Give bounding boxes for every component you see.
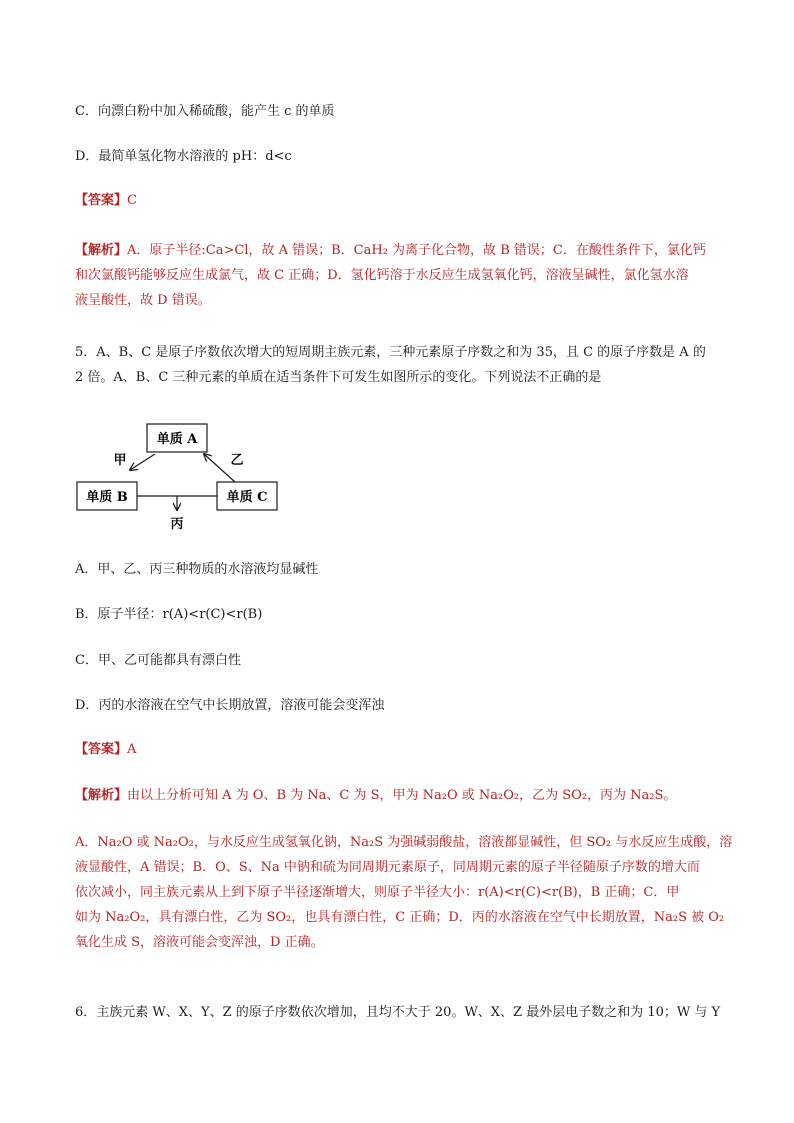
analysis-label: 【解析】 — [75, 243, 128, 258]
q4-analysis — [75, 238, 735, 313]
analysis-label: 【解析】 — [75, 788, 128, 803]
reaction-diagram — [70, 418, 310, 538]
box-b-label: 单质 B — [86, 490, 128, 505]
q4-analysis-line-1 — [75, 238, 735, 263]
answer-label: 【答案】 — [75, 742, 128, 757]
box-c-label: 单质 C — [226, 490, 268, 505]
q4-option-d: D．最简单氢化物水溶液的 pH：d<c — [75, 149, 292, 164]
q5-analysis-line-1: A．Na₂O 或 Na₂O₂，与水反应生成氢氧化钠，Na₂S 为强碱弱酸盐，溶液都显碱性，但 SO₂ 与水反应生成酸，溶 — [75, 835, 733, 850]
q5-option-a: A．甲、乙、丙三种物质的水溶液均显碱性 — [75, 562, 319, 577]
q6-stem: 6．主族元素 W、X、Y、Z 的原子序数依次增加，且均不大于 20。W、X、Z 最外层电子数之和为 10；W 与 Y — [75, 1005, 721, 1020]
q4-analysis-line-2: 和次氯酸钙能够反应生成氯气，故 C 正确；D．氢化钙溶于水反应生成氢氧化钙，溶液呈碱性，氯化氢水溶 — [75, 268, 689, 283]
q5-stem-line-2: 2 倍。A、B、C 三种元素的单质在适当条件下可发生如图所示的变化。下列说法不正确的是 — [75, 370, 602, 385]
q5-option-b: B．原子半径：r(A)<r(C)<r(B) — [75, 607, 263, 622]
q5-analysis-line-5: 氧化生成 S，溶液可能会变浑浊，D 正确。 — [75, 935, 324, 950]
q4-option-c: C．向漂白粉中加入稀硫酸，能产生 c 的单质 — [75, 104, 335, 119]
q4-answer — [75, 191, 137, 211]
q5-option-d: D．丙的水溶液在空气中长期放置，溶液可能会变浑浊 — [75, 698, 385, 713]
q5-analysis-intro — [75, 786, 676, 806]
analysis-text: 由以上分析可知 A 为 O、B 为 Na、C 为 S，甲为 Na₂O 或 Na₂O₂，乙为 SO₂，丙为 Na₂S。 — [127, 788, 677, 803]
answer-value: C — [127, 193, 137, 208]
q5-stem-line-1: 5．A、B、C 是原子序数依次增大的短周期主族元素，三种元素原子序数之和为 35，且 C 的原子序数是 A 的 — [75, 345, 706, 360]
box-a-label: 单质 A — [156, 432, 198, 447]
q5-answer — [75, 740, 136, 760]
answer-label: 【答案】 — [75, 193, 128, 208]
analysis-text: A．原子半径:Ca>Cl，故 A 错误；B．CaH₂ 为离子化合物，故 B 错误；C．在酸性条件下，氯化钙 — [127, 243, 706, 258]
label-yi: 乙 — [230, 453, 244, 468]
q5-analysis — [75, 830, 735, 955]
q4-analysis-line-3: 液呈酸性，故 D 错误。 — [75, 293, 211, 308]
q5-analysis-line-2: 液显酸性，A 错误；B．O、S、Na 中钠和硫为同周期元素原子，同周期元素的原子半径随原子序数的增大而 — [75, 860, 700, 875]
q5-analysis-line-4: 如为 Na₂O₂，具有漂白性，乙为 SO₂，也具有漂白性，C 正确；D．丙的水溶液在空气中长期放置，Na₂S 被 O₂ — [75, 910, 725, 925]
arrow-to-jia — [130, 454, 155, 470]
q5-stem — [75, 340, 735, 390]
label-bing: 丙 — [170, 517, 184, 532]
q5-option-c: C．甲、乙可能都具有漂白性 — [75, 653, 241, 668]
answer-value: A — [127, 742, 137, 757]
q5-analysis-line-3: 依次减小，同主族元素从上到下原子半径逐渐增大，则原子半径大小：r(A)<r(C)<r(B)，B 正确；C．甲 — [75, 885, 680, 900]
label-jia: 甲 — [113, 453, 127, 468]
